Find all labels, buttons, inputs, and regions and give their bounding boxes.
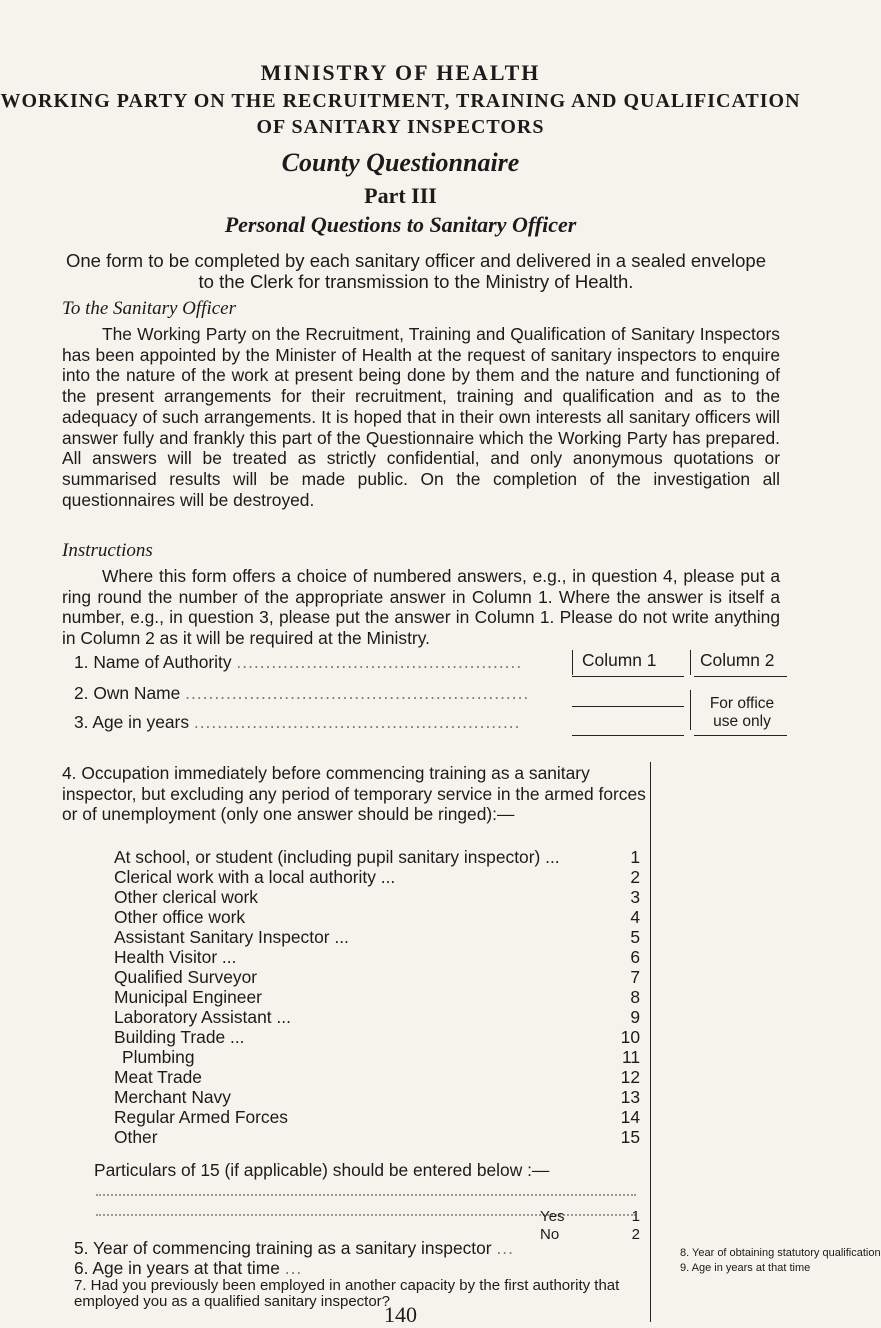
to-officer-text: The Working Party on the Recruitment, Training and Qualification of Sanitary Inspectors has been appointed by the Minister of Health at the request of sanitary inspectors to enquire into the nature of the work at present being done by them and the nature and functioning of the present arrangements for their recruitment, training and qualification and as to the adequacy of such arrangements. It is hoped that in their own interests all sanitary officers will answer fully and frankly this part of the Questionnaire which the Working Party has prepared. All answers will be treated as strictly confidential, and only anonymous quotations or summarised results will be made public. On the completion of the investigation all questionnaires will be destroyed.: [62, 324, 780, 510]
column-1-header: Column 1: [582, 650, 657, 670]
no-option: No: [540, 1226, 560, 1243]
no-number[interactable]: 2: [631, 1226, 640, 1243]
occupation-option: Plumbing: [122, 1047, 195, 1067]
question-4: 4. Occupation immediately before commencing training as a sanitary inspector, but excluding any period of temporary service in the armed forces or of unemployment (only one answer should be ringed):—: [62, 763, 646, 824]
ministry-heading: MINISTRY OF HEALTH: [260, 60, 541, 85]
to-officer-heading: To the Sanitary Officer: [62, 298, 236, 319]
occupation-option: Health Visitor ...: [114, 947, 237, 967]
answer-line-2: [572, 706, 684, 707]
occupation-option: Municipal Engineer: [114, 987, 262, 1007]
option-number[interactable]: 4: [630, 907, 640, 927]
personal-heading: Personal Questions to Sanitary Officer: [224, 212, 577, 237]
column-divider: [690, 650, 691, 675]
occupation-option: Building Trade ...: [114, 1027, 245, 1047]
option-number[interactable]: 8: [630, 987, 640, 1007]
instructions-heading: Instructions: [62, 540, 153, 561]
option-number[interactable]: 10: [620, 1027, 640, 1047]
option-number[interactable]: 2: [630, 867, 640, 887]
part-heading: Part III: [364, 183, 437, 208]
occupation-option: Laboratory Assistant ...: [114, 1007, 291, 1027]
county-heading: County Questionnaire: [281, 148, 520, 177]
question-5: 5. Year of commencing training as a sanitary inspector ...: [74, 1238, 514, 1258]
yes-number[interactable]: 1: [631, 1208, 640, 1225]
answer-line-3: [572, 735, 684, 736]
particulars-note: Particulars of 15 (if applicable) should be entered below :—: [94, 1160, 550, 1180]
particulars-line[interactable]: [96, 1190, 636, 1196]
column-1-rule: [650, 762, 651, 1322]
question-7: 7. Had you previously been employed in another capacity by the first authority that employed you as a qualified sanitary inspector?: [74, 1277, 620, 1310]
occupation-option: Clerical work with a local authority ...: [114, 867, 396, 887]
question-3: 3. Age in years ........................................................: [74, 712, 521, 732]
option-number[interactable]: 11: [621, 1047, 640, 1067]
intro-text: One form to be completed by each sanitary officer and delivered in a sealed envelope to the Clerk for transmission to the Ministry of Health.: [65, 250, 766, 292]
occupation-option: Regular Armed Forces: [114, 1107, 288, 1127]
working-party-heading: WORKING PARTY ON THE RECRUITMENT, TRAINING AND QUALIFICATION OF SANITARY INSPECTORS: [0, 90, 801, 138]
answer-line-1: [694, 676, 787, 677]
column-divider: [572, 650, 573, 675]
option-number[interactable]: 6: [630, 947, 640, 967]
option-number[interactable]: 14: [620, 1107, 640, 1127]
column-2-header: Column 2: [700, 650, 775, 670]
option-number[interactable]: 9: [630, 1007, 640, 1027]
occupation-option: Merchant Navy: [114, 1087, 231, 1107]
question-2: 2. Own Name ...........................................................: [74, 683, 530, 703]
office-use-label: For office use only: [709, 695, 775, 730]
answer-line-3: [694, 735, 787, 736]
occupation-option: Other: [114, 1127, 158, 1147]
question-6: 6. Age in years at that time ...: [74, 1258, 303, 1278]
answer-line-1: [572, 676, 684, 677]
occupation-option: Meat Trade: [114, 1067, 202, 1087]
question-1: 1. Name of Authority .................................................: [74, 652, 523, 672]
page-number: 140: [384, 1302, 417, 1327]
option-number[interactable]: 3: [630, 887, 640, 907]
occupation-option: Qualified Surveyor: [114, 967, 258, 987]
instructions-text: Where this form offers a choice of numbered answers, e.g., in question 4, please put a ring round the number of the appropriate answer in Column 1. Where the answer is itself a number, e.g., in question 3, please put the answer in Column 1. Please do not write anything in Column 2 as it will be required at the Ministry.: [62, 566, 780, 649]
column-divider: [690, 690, 691, 730]
yes-option: Yes: [540, 1208, 565, 1225]
option-number[interactable]: 7: [630, 967, 640, 987]
option-number[interactable]: 5: [630, 927, 640, 947]
option-number[interactable]: 12: [620, 1067, 640, 1087]
occupation-option: At school, or student (including pupil sanitary inspector) ...: [114, 847, 560, 867]
question-9: 9. Age in years at that time: [680, 1262, 811, 1274]
option-number[interactable]: 1: [630, 847, 640, 867]
occupation-option: Assistant Sanitary Inspector ...: [114, 927, 349, 947]
occupation-option: Other office work: [114, 907, 246, 927]
option-number[interactable]: 13: [620, 1087, 640, 1107]
question-8: 8. Year of obtaining statutory qualification: [680, 1247, 881, 1259]
option-number[interactable]: 15: [620, 1127, 640, 1147]
occupation-option: Other clerical work: [114, 887, 258, 907]
